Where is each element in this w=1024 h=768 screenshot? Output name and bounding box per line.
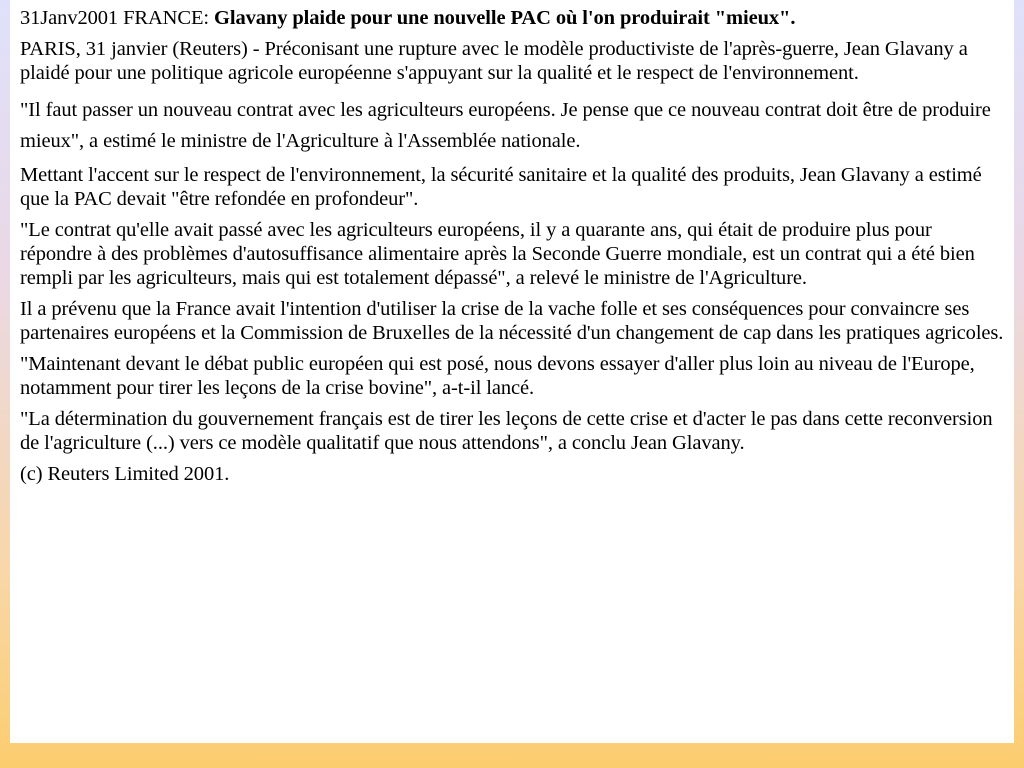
- paragraph-quote-determination: "La détermination du gouvernement français est de tirer les leçons de cette crise et d'acter le pas dans cette reconversion de l'agriculture (...) vers ce modèle qualitatif que nous attendons", a conclu Jean Glavany.: [20, 408, 993, 454]
- copyright: (c) Reuters Limited 2001.: [20, 463, 230, 485]
- paragraph-lead: PARIS, 31 janvier (Reuters) - Préconisant une rupture avec le modèle productiviste de l'après-guerre, Jean Glavany a plaidé pour une politique agricole européenne s'appuyant sur la qualité et le respect de l'environnement.: [20, 38, 968, 84]
- headline: [20, 6, 1004, 30]
- headline-title: Glavany plaide pour une nouvelle PAC où l'on produirait "mieux".: [214, 7, 796, 29]
- paragraph-quote-new-contract: "Il faut passer un nouveau contrat avec les agriculteurs européens. Je pense que ce nouveau contrat doit être de produire mieux", a estimé le ministre de l'Agriculture à l'Assemblée nationale.: [20, 99, 991, 152]
- article-page: [10, 0, 1014, 743]
- paragraph-quote-old-contract: "Le contrat qu'elle avait passé avec les agriculteurs européens, il y a quarante ans, qui était de produire plus pour répondre à des problèmes d'autosuffisance alimentaire après la Seconde Guerre mondiale, est un contrat qui a été bien rempli par les agriculteurs, mais qui est totalement dépassé", a relevé le ministre de l'Agriculture.: [20, 219, 975, 289]
- paragraph-environment: Mettant l'accent sur le respect de l'environnement, la sécurité sanitaire et la qualité des produits, Jean Glavany a estimé que la PAC devait "être refondée en profondeur".: [20, 164, 982, 210]
- paragraph-quote-europe: "Maintenant devant le débat public européen qui est posé, nous devons essayer d'aller plus loin au niveau de l'Europe, notamment pour tirer les leçons de la crise bovine", a-t-il lancé.: [20, 353, 975, 399]
- paragraph-mad-cow-crisis: Il a prévenu que la France avait l'intention d'utiliser la crise de la vache folle et ses conséquences pour convaincre ses partenaires européens et la Commission de Bruxelles de la nécessité d'un changement de cap dans les pratiques agricoles.: [20, 298, 1004, 344]
- dateline: 31Janv2001 FRANCE:: [20, 7, 209, 29]
